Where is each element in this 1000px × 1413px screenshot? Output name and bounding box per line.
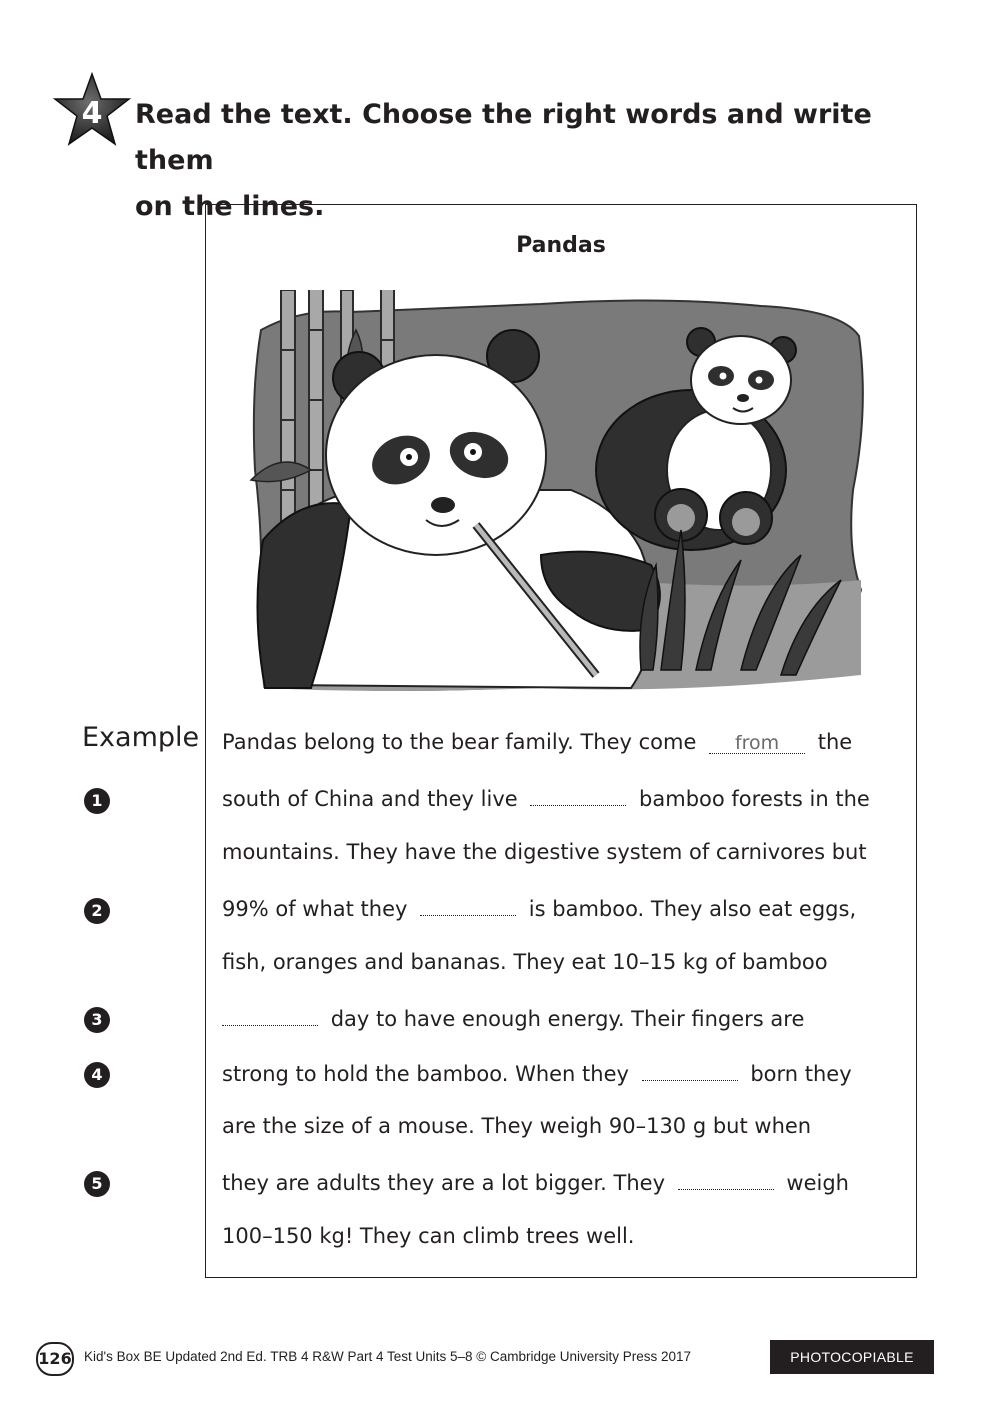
text-line-9: they are adults they are a lot bigger. They weigh (222, 1171, 849, 1195)
text-line-6: day to have enough energy. Their fingers are (222, 1005, 804, 1031)
example-label: Example (82, 722, 200, 753)
item-number-5: 5 (84, 1171, 110, 1197)
text-line-4: 99% of what they is bamboo. They also eat eggs, (222, 897, 857, 921)
answer-gap-2[interactable] (420, 895, 516, 916)
text-line-7: strong to hold the bamboo. When they born they (222, 1062, 852, 1086)
example-answer: from (709, 733, 805, 754)
text-line-1: Pandas belong to the bear family. They come from the (222, 730, 853, 754)
text-line-8: are the size of a mouse. They weigh 90–130 g but when (222, 1114, 812, 1138)
text-line-10: 100–150 kg! They can climb trees well. (222, 1224, 635, 1248)
item-number-2: 2 (84, 898, 110, 924)
task-number-badge (52, 72, 132, 152)
text-line-5: fish, oranges and bananas. They eat 10–15 kg of bamboo (222, 950, 828, 974)
panda-illustration (241, 290, 871, 705)
panel-title: Pandas (516, 233, 606, 258)
answer-gap-3[interactable] (222, 1005, 318, 1026)
text-line-2: south of China and they live bamboo forests in the (222, 787, 870, 811)
answer-gap-5[interactable] (678, 1169, 774, 1190)
instruction-line-2: on the lines. (135, 191, 325, 222)
copyright-credit: Kid's Box BE Updated 2nd Ed. TRB 4 R&W Part 4 Test Units 5–8 © Cambridge University Press 2017 (84, 1349, 692, 1364)
text-line-3: mountains. They have the digestive system of carnivores but (222, 840, 867, 864)
answer-gap-4[interactable] (642, 1060, 738, 1081)
star-icon (52, 72, 132, 152)
page-number: 126 (36, 1342, 74, 1376)
task-number: 4 (81, 96, 103, 131)
page-footer (36, 1340, 936, 1376)
photocopiable-label: PHOTOCOPIABLE (770, 1340, 934, 1374)
item-number-4: 4 (84, 1062, 110, 1088)
answer-gap-1[interactable] (530, 785, 626, 806)
item-number-3: 3 (84, 1007, 110, 1033)
item-number-1: 1 (84, 788, 110, 814)
instruction-line-1: Read the text. Choose the right words and write them (135, 99, 872, 176)
